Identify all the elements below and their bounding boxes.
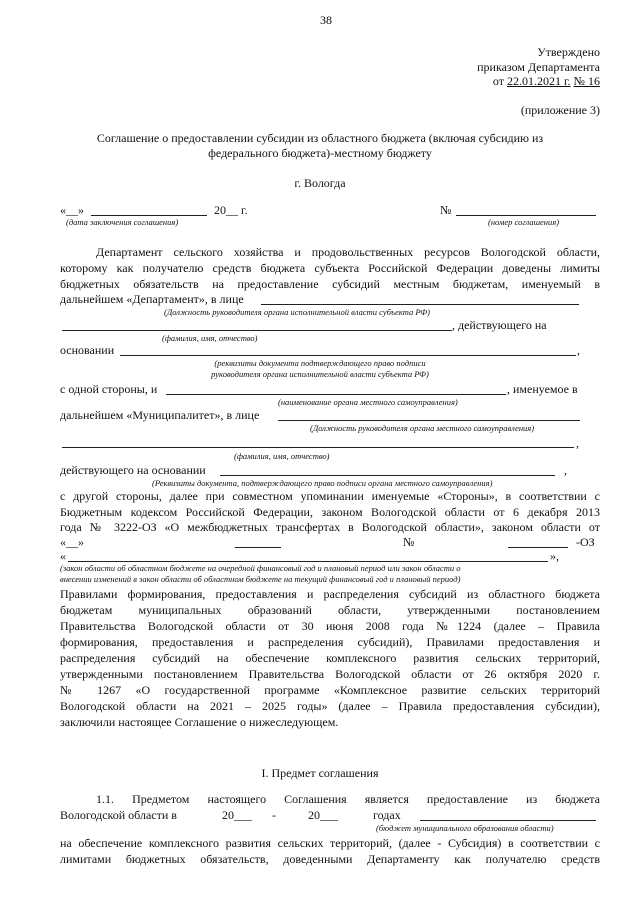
law-date-line[interactable] — [235, 547, 281, 548]
document-title-line-2: федерального бюджета)-местному бюджету — [208, 146, 432, 160]
law-number-sign: № — [403, 535, 415, 549]
agreement-number-sign: № — [440, 203, 452, 217]
agreement-number-caption: (номер соглашения) — [488, 217, 560, 227]
municipal-body-name-caption: (наименование органа местного самоуправления) — [278, 397, 458, 407]
department-head-position-caption: (Должность руководителя органа исполнительной власти субъекта РФ) — [164, 307, 430, 317]
body-p3-line-5: распределения субсидий на обеспечение комплексного развития сельских территорий, — [60, 651, 600, 665]
law-title-line[interactable] — [68, 561, 548, 562]
acting-basis-label: действующего на основании — [60, 463, 206, 477]
date-quote: «__» — [60, 203, 84, 217]
body-p1-line-3: бюджетных обязательств на предоставление субсидий местным бюджетам, именуемый в — [60, 277, 600, 291]
body-p2-line-1: с другой стороны, далее при совместном упоминании именуемые «Стороны», в соответствии с — [60, 489, 600, 503]
body-p3-line-1: Правилами формирования, предоставления и распределения субсидий из областного бюджета — [60, 587, 600, 601]
basis-document-line[interactable] — [120, 355, 576, 356]
appendix-label: (приложение 3) — [520, 103, 600, 117]
municipal-head-position-caption: (Должность руководителя органа местного самоуправления) — [310, 423, 535, 433]
approval-number: № 16 — [573, 74, 600, 88]
municipal-head-name-line[interactable] — [62, 447, 574, 448]
date-caption: (дата заключения соглашения) — [66, 217, 179, 227]
approval-from: от — [492, 74, 504, 88]
document-page: 38 Утверждено приказом Департамента от 22.01.2021 г. № 16 (приложение 3) Соглашение о предоставлении субсидии из областного бюджета (включая субсидию из федерального бюджета)-местному бюджету г. Вологда «__» 20__ г. (дата заключения соглашения) № (номер соглашения) Департамент сельского хозяйства и продовольственных ресурсов Вологодской области, которому как получателю средств бюджета субъекта Российской Федерации доведены лимиты бюджетных обязательств на предоставление субсидий местным бюджетам, именуемый в дальнейшем «Департамент», в лице (Должность руководителя органа исполнительной власти субъекта РФ) , действующего на (фамилия, имя, отчество) основании , (реквизиты документа подтверждающего право подписи руководителя органа исполнительной власти субъекта РФ) с одной стороны, и , именуемое в (наименование органа местного самоуправления) дальнейшем «Муниципалитет», в лице (Должность руководителя органа местного самоуправления) , (фамилия, имя, отчество) действующего на основании , (Реквизиты документа, подтверждающего право подписи органа местного самоуправления) с другой стороны, далее при совместном упоминании именуемые «Стороны», в соответствии с Бюджетным кодексом Российской Федерации, законом Вологодской области от 6 декабря 2013 года № 3222-ОЗ «О межбюджетных трансфертах в Вологодской области», законом области от «__» № -ОЗ « », (закон области об областном бюджете на очередной финансовый год и плановый период или закон области о внесении изменений в закон области об областном бюджете на текущий финансовый год и плановый период) Правилами формирования, предоставления и распределения субсидий из областного бюджета бюджетам муниципальных образований области, утвержденными постановлением Правительства Вологодской области от 30 июня 2008 года №1224 (далее – Правила формирования, предоставления и распределения субсидий), Правилами предоставления и распределения субсидий на обеспечение комплексного развития сельских территорий, утвержденными постановлением Правительства Вологодской области от 26 октября 2020 г. № 1267 «О государственной программе «Комплексное развитие сельских территорий Вологодской области на 2021 – 2025 годы» (далее – Правила предоставления субсидии), заключили настоящее Соглашение о нижеследующем. I. Предмет соглашения 1.1. Предметом настоящего Соглашения является предоставление из бюджета Вологодской области в 20___ - 20___ годах (бюджет муниципального образования области) на обеспечение комплексного развития сельских территорий, (далее - Субсидия) в соответствии с лимитами бюджетных обязательств, доведенными Департаменту как получателю средств — [0, 0, 640, 905]
body-p3-line-4: формирования, предоставления и распределения субсидий), Правилами предоставления и — [60, 635, 600, 649]
law-caption-line-1: (закон области об областном бюджете на очередной финансовый год и плановый период или закон области о — [60, 563, 461, 573]
body-p1-line-2: которому как получателю средств бюджета субъекта Российской Федерации доведены лимиты — [60, 261, 600, 275]
section-1-year-to[interactable]: 20___ — [308, 808, 338, 822]
document-title-line-1: Соглашение о предоставлении субсидии из областного бюджета (включая субсидию из — [96, 131, 544, 145]
body-p1-line-4: дальнейшем «Департамент», в лице — [60, 292, 244, 306]
basis-label: основании — [60, 343, 115, 357]
agreement-number-line[interactable] — [456, 215, 596, 216]
approval-line-2: приказом Департамента — [477, 60, 600, 74]
acting-suffix: , действующего на — [452, 318, 547, 332]
basis-caption-line-1: (реквизиты документа подтверждающего право подписи — [214, 358, 426, 368]
municipal-budget-caption: (бюджет муниципального образования области) — [376, 823, 554, 833]
body-p3-line-3: Правительства Вологодской области от 30 июня 2008 года №1224 (далее – Правила — [60, 619, 600, 633]
section-1-p-line-2a: Вологодской области в — [60, 808, 177, 822]
department-head-name-caption: (фамилия, имя, отчество) — [162, 333, 258, 343]
section-1-years-word: годах — [373, 808, 401, 822]
body-p2-line-2: Бюджетным кодексом Российской Федерации, законом Вологодской области от 6 декабря 2013 — [60, 505, 600, 519]
section-1-year-from[interactable]: 20___ — [222, 808, 252, 822]
approval-date: 22.01.2021 г. — [506, 74, 571, 88]
municipality-line: дальнейшем «Муниципалитет», в лице — [60, 408, 260, 422]
body-p3-line-2: бюджетам муниципальных образований области, утвержденными постановлением — [60, 603, 600, 617]
department-head-name-line[interactable] — [62, 330, 452, 331]
section-1-p-line-1: 1.1. Предметом настоящего Соглашения является предоставление из бюджета — [96, 792, 600, 806]
section-1-heading: I. Предмет соглашения — [261, 766, 379, 780]
municipal-basis-line[interactable] — [220, 475, 555, 476]
law-caption-line-2: внесении изменений в закон области об областном бюджете на текущий финансовый год и плановый период) — [60, 574, 461, 584]
municipal-head-position-line[interactable] — [278, 420, 580, 421]
body-p3-line-7: № 1267 «О государственной программе «Комплексное развитие сельских территорий — [60, 683, 600, 697]
body-p1-line-1: Департамент сельского хозяйства и продовольственных ресурсов Вологодской области, — [96, 245, 600, 259]
department-head-position-line[interactable] — [261, 304, 579, 305]
approval-line-1: Утверждено — [537, 45, 600, 59]
approval-line-3 — [493, 74, 600, 89]
law-title-close: », — [550, 549, 559, 563]
section-1-year-dash: - — [272, 808, 276, 822]
municipal-basis-comma: , — [564, 463, 567, 477]
section-1-p-line-4: лимитами бюджетных обязательств, доведенными Департаменту как получателю средств — [60, 852, 600, 866]
municipal-head-name-comma: , — [576, 436, 579, 450]
named-suffix: , именуемое в — [507, 382, 578, 396]
one-side-label: с одной стороны, и — [60, 382, 158, 396]
body-p3-line-9: заключили настоящее Соглашение о нижеследующем. — [60, 715, 339, 729]
municipal-basis-caption: (Реквизиты документа, подтверждающего право подписи органа местного самоуправления) — [152, 478, 493, 488]
municipal-head-name-caption: (фамилия, имя, отчество) — [234, 451, 330, 461]
municipal-body-name-line[interactable] — [166, 394, 506, 395]
law-number-line[interactable] — [508, 547, 568, 548]
law-oz-suffix: -ОЗ — [576, 535, 595, 549]
body-p3-line-8: Вологодской области на 2021 – 2025 годы» (далее – Правила предоставления субсидии), — [60, 699, 600, 713]
law-title-open: « — [60, 549, 66, 563]
city: г. Вологда — [294, 176, 346, 190]
section-1-p-line-3: на обеспечение комплексного развития сельских территорий, (далее - Субсидия) в соответствии с — [60, 836, 600, 850]
municipal-budget-line[interactable] — [420, 820, 596, 821]
date-month-line[interactable] — [91, 215, 207, 216]
body-p2-line-3: года № 3222-ОЗ «О межбюджетных трансфертах в Вологодской области», законом области от — [60, 520, 600, 534]
basis-caption-line-2: руководителя органа исполнительной власти субъекта РФ) — [211, 369, 429, 379]
date-year: 20__ г. — [214, 203, 248, 217]
basis-comma: , — [577, 343, 580, 357]
body-p3-line-6: утвержденными постановлением Правительства Вологодской области от 26 октября 2020 г. — [60, 667, 600, 681]
law-date-quote: «__» — [60, 535, 84, 549]
